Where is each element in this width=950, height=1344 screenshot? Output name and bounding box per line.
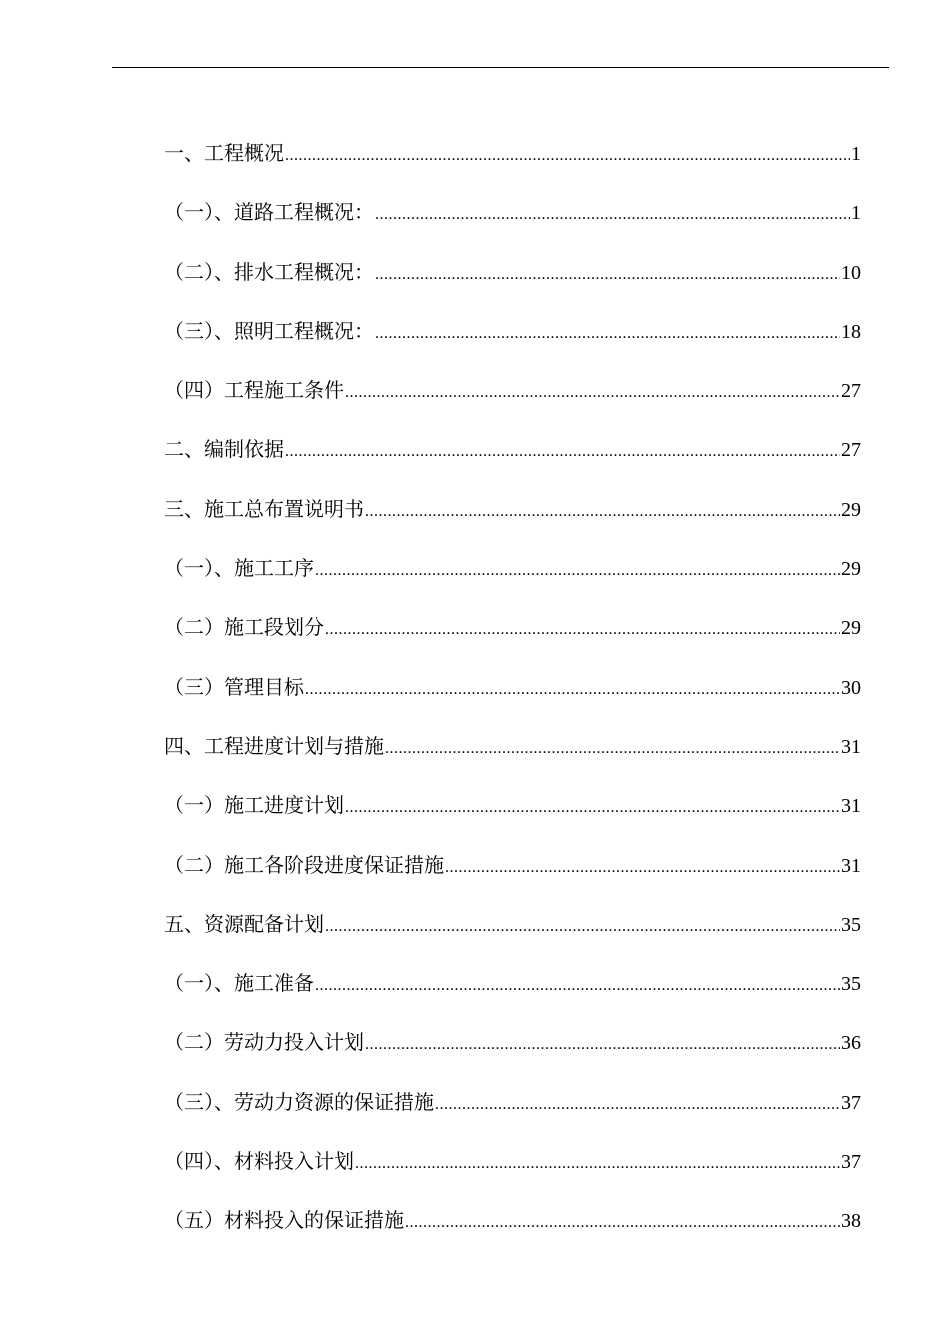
toc-entry[interactable] bbox=[164, 253, 861, 312]
toc-page-number: 29 bbox=[841, 498, 861, 521]
toc-page-number: 10 bbox=[841, 261, 861, 284]
toc-page-number: 29 bbox=[841, 558, 861, 581]
table-of-contents bbox=[164, 134, 861, 1261]
toc-page-number: 31 bbox=[841, 735, 861, 758]
toc-entry-title: （三）管理目标 bbox=[164, 674, 304, 699]
toc-page-number: 29 bbox=[841, 617, 861, 640]
header-rule bbox=[112, 67, 889, 68]
toc-entry-title: （一）、施工工序 bbox=[164, 556, 314, 581]
toc-entry[interactable] bbox=[164, 490, 861, 549]
toc-entry[interactable] bbox=[164, 1083, 861, 1142]
toc-dot-leader bbox=[345, 789, 840, 827]
toc-entry[interactable] bbox=[164, 1023, 861, 1082]
toc-entry-title: （一）施工进度计划 bbox=[164, 793, 344, 818]
toc-dot-leader bbox=[305, 671, 840, 709]
toc-dot-leader bbox=[315, 552, 840, 590]
toc-entry[interactable] bbox=[164, 430, 861, 489]
toc-page-number: 35 bbox=[841, 973, 861, 996]
toc-entry[interactable] bbox=[164, 905, 861, 964]
toc-page-number: 31 bbox=[841, 795, 861, 818]
toc-entry-title: （一）、道路工程概况： bbox=[164, 200, 374, 225]
toc-page-number: 27 bbox=[841, 439, 861, 462]
toc-page-number: 27 bbox=[841, 380, 861, 403]
toc-entry[interactable] bbox=[164, 1201, 861, 1260]
toc-dot-leader bbox=[435, 1086, 840, 1124]
toc-dot-leader bbox=[355, 1145, 840, 1183]
toc-page-number: 18 bbox=[841, 320, 861, 343]
toc-entry[interactable] bbox=[164, 193, 861, 252]
toc-entry-title: （五）材料投入的保证措施 bbox=[164, 1208, 404, 1233]
toc-page-number: 30 bbox=[841, 676, 861, 699]
toc-dot-leader bbox=[365, 1026, 840, 1064]
toc-dot-leader bbox=[375, 315, 840, 353]
toc-dot-leader bbox=[325, 611, 840, 649]
toc-page-number: 36 bbox=[841, 1032, 861, 1055]
toc-entry-title: （四）、材料投入计划 bbox=[164, 1149, 354, 1174]
toc-entry-title: （二）施工各阶段进度保证措施 bbox=[164, 852, 444, 877]
toc-entry[interactable] bbox=[164, 668, 861, 727]
toc-dot-leader bbox=[345, 374, 840, 412]
toc-entry-title: 五、资源配备计划 bbox=[164, 911, 324, 936]
toc-page-number: 1 bbox=[851, 202, 861, 225]
toc-dot-leader bbox=[285, 137, 850, 175]
toc-entry-title: 二、编制依据 bbox=[164, 437, 284, 462]
toc-entry-title: 一、工程概况 bbox=[164, 141, 284, 165]
toc-dot-leader bbox=[375, 256, 840, 294]
toc-entry[interactable] bbox=[164, 786, 861, 845]
toc-entry[interactable] bbox=[164, 312, 861, 371]
toc-dot-leader bbox=[315, 967, 840, 1005]
toc-dot-leader bbox=[405, 1204, 840, 1242]
toc-entry[interactable] bbox=[164, 134, 861, 193]
toc-entry-title: 四、工程进度计划与措施 bbox=[164, 733, 384, 758]
toc-dot-leader bbox=[285, 433, 840, 471]
toc-entry-title: （二）、排水工程概况： bbox=[164, 259, 374, 284]
toc-page-number: 38 bbox=[841, 1210, 861, 1233]
toc-page-number: 37 bbox=[841, 1091, 861, 1114]
toc-dot-leader bbox=[325, 908, 840, 946]
toc-entry-title: （三）、劳动力资源的保证措施 bbox=[164, 1089, 434, 1114]
toc-entry-title: 三、施工总布置说明书 bbox=[164, 496, 364, 521]
toc-page-number: 31 bbox=[841, 854, 861, 877]
toc-entry[interactable] bbox=[164, 846, 861, 905]
toc-entry-title: （三）、照明工程概况： bbox=[164, 318, 374, 343]
toc-dot-leader bbox=[365, 493, 840, 531]
toc-page-number: 1 bbox=[851, 143, 861, 165]
toc-entry-title: （二）施工段划分 bbox=[164, 615, 324, 640]
toc-entry-title: （四）工程施工条件 bbox=[164, 378, 344, 403]
toc-dot-leader bbox=[445, 849, 840, 887]
toc-page-number: 35 bbox=[841, 913, 861, 936]
toc-entry[interactable] bbox=[164, 727, 861, 786]
toc-entry[interactable] bbox=[164, 371, 861, 430]
toc-entry-title: （二）劳动力投入计划 bbox=[164, 1030, 364, 1055]
toc-entry[interactable] bbox=[164, 1142, 861, 1201]
toc-entry[interactable] bbox=[164, 608, 861, 667]
toc-dot-leader bbox=[385, 730, 840, 768]
toc-page-number: 37 bbox=[841, 1151, 861, 1174]
toc-entry[interactable] bbox=[164, 964, 861, 1023]
toc-dot-leader bbox=[375, 196, 850, 234]
toc-entry-title: （一）、施工准备 bbox=[164, 971, 314, 996]
toc-entry[interactable] bbox=[164, 549, 861, 608]
